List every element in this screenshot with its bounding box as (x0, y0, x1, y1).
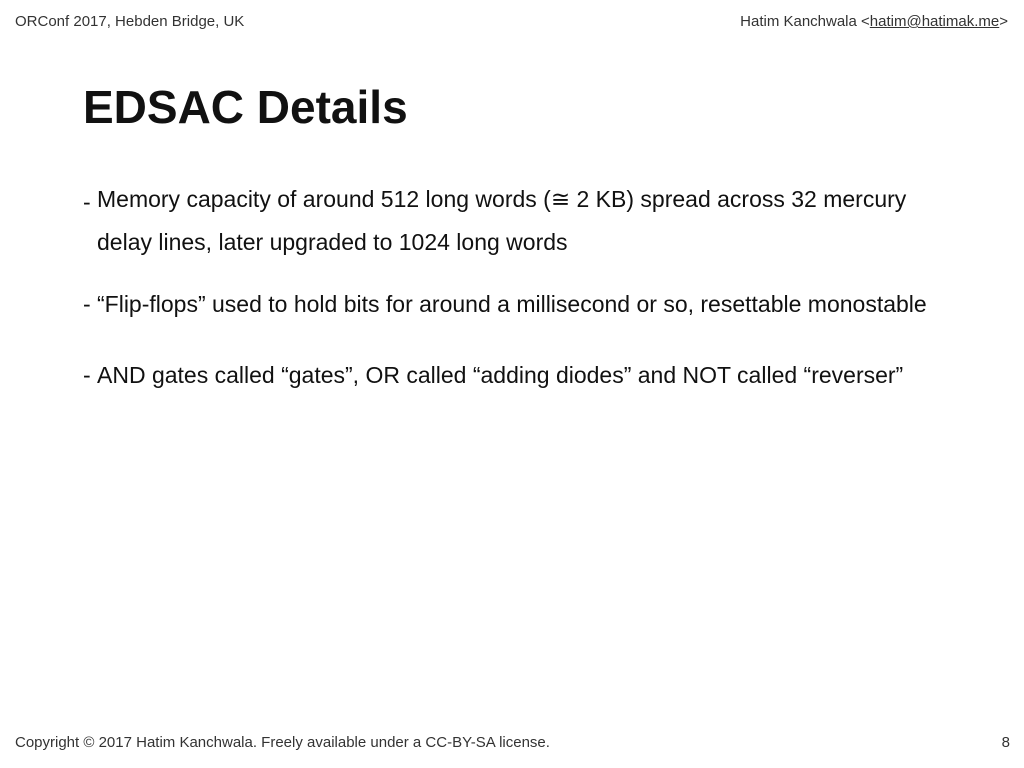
bullet-text: AND gates called “gates”, OR called “adding diodes” and NOT called “reverser” (97, 362, 904, 388)
bullet-list (83, 178, 963, 392)
conference-label: ORConf 2017, Hebden Bridge, UK (15, 13, 245, 30)
bullet-marker: - (83, 291, 91, 317)
bullet-flip-flops (83, 288, 963, 321)
author-email-close: > (999, 13, 1008, 30)
author-name: Hatim Kanchwala < (740, 13, 870, 30)
bullet-logic-gates (83, 359, 963, 392)
bullet-text: Memory capacity of around 512 long words (≅ 2 KB) spread across 32 mercury delay lines, later upgraded to 1024 long words (97, 186, 907, 255)
bullet-marker: - (83, 362, 91, 388)
bullet-text: “Flip-flops” used to hold bits for around a millisecond or so, resettable monostable (97, 291, 927, 317)
page-number: 8 (1001, 734, 1010, 751)
bullet-memory-capacity (83, 178, 963, 264)
author-credit (740, 13, 1008, 30)
bullet-marker: - (83, 189, 91, 215)
copyright-notice: Copyright © 2017 Hatim Kanchwala. Freely available under a CC-BY-SA license. (15, 734, 550, 751)
author-email-link[interactable]: hatim@hatimak.me (869, 13, 1000, 30)
slide-title: EDSAC Details (83, 81, 408, 133)
